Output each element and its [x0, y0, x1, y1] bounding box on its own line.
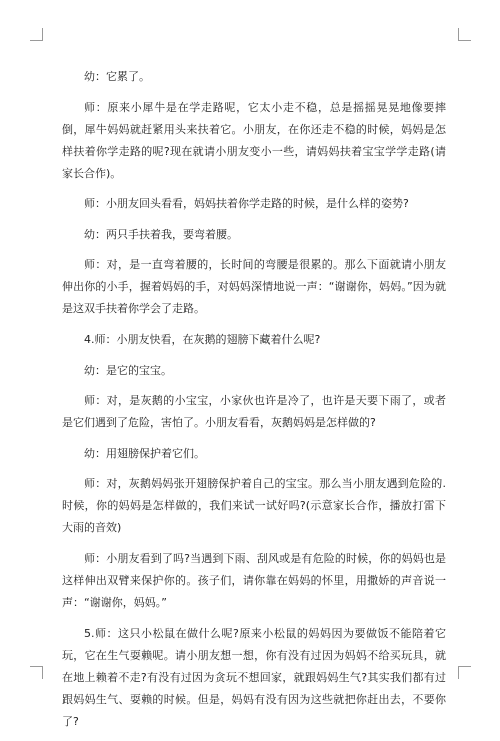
document-body	[62, 66, 446, 741]
paragraph: 师：对，是灰鹅的小宝宝，小家伙也许是冷了，也许是天要下雨了，或者是它们遇到了危险，害怕了。小朋友看看，灰鹅妈妈是怎样做的?	[62, 394, 446, 430]
paragraph: 师：小朋友回头看看，妈妈扶着你学走路的时候，是什么样的姿势?	[84, 197, 409, 211]
crop-mark-bottom-right	[458, 666, 471, 679]
paragraph: 师：对，灰鹅妈妈张开翅膀保护着自己的宝宝。那么当小朋友遇到危险的.时候，你的妈妈是怎样做的，我们来试一试好吗?(示意家长合作，播放打雷下大雨的音效)	[62, 477, 446, 535]
paragraph: 师：对，是一直弯着腰的，长时间的弯腰是很累的。那么下面就请小朋友伸出你的小手，握着妈妈的手，对妈妈深情地说一声：“谢谢你，妈妈。”因为就是这双手扶着你学会了走路。	[62, 258, 446, 316]
paragraph: 师：小朋友看到了吗?当遇到下雨、刮风或是有危险的时候，你的妈妈也是这样伸出双臂来保护你的。孩子们，请你靠在妈妈的怀里，用撒娇的声音说一声：“谢谢你，妈妈。”	[62, 551, 446, 609]
crop-mark-bottom-left	[30, 666, 43, 679]
paragraph: 幼：是它的宝宝。	[84, 363, 172, 377]
paragraph: 5.师：这只小松鼠在做什么呢?原来小松鼠的妈妈因为要做饭不能陪着它玩，它在生气耍赖呢。请小朋友想一想，你有没有过因为妈妈不给买玩具，就在地上赖着不走?有没有过因为贪玩不想回家，就跟妈妈生气?其实我们都有过跟妈妈生气、耍赖的时候。但是，妈妈有没有因为这些就把你赶出去，不要你了?	[62, 626, 446, 728]
paragraph: 幼：用翅膀保护着它们。	[84, 446, 205, 460]
paragraph: 幼：两只手扶着我，要弯着腰。	[84, 227, 238, 241]
crop-mark-top-left	[30, 28, 43, 41]
paragraph: 师：原来小犀牛是在学走路呢，它太小走不稳，总是摇摇晃晃地像要摔倒，犀牛妈妈就赶紧用头来扶着它。小朋友，在你还走不稳的时候，妈妈是怎样扶着你学走路的呢?现在就请小朋友变小一些，请妈妈扶着宝宝学学走路(请家长合作)。	[62, 100, 446, 180]
paragraph: 幼：它累了。	[84, 70, 150, 83]
paragraph: 4.师：小朋友快看，在灰鹅的翅膀下藏着什么呢?	[84, 332, 321, 346]
crop-mark-top-right	[458, 28, 471, 41]
